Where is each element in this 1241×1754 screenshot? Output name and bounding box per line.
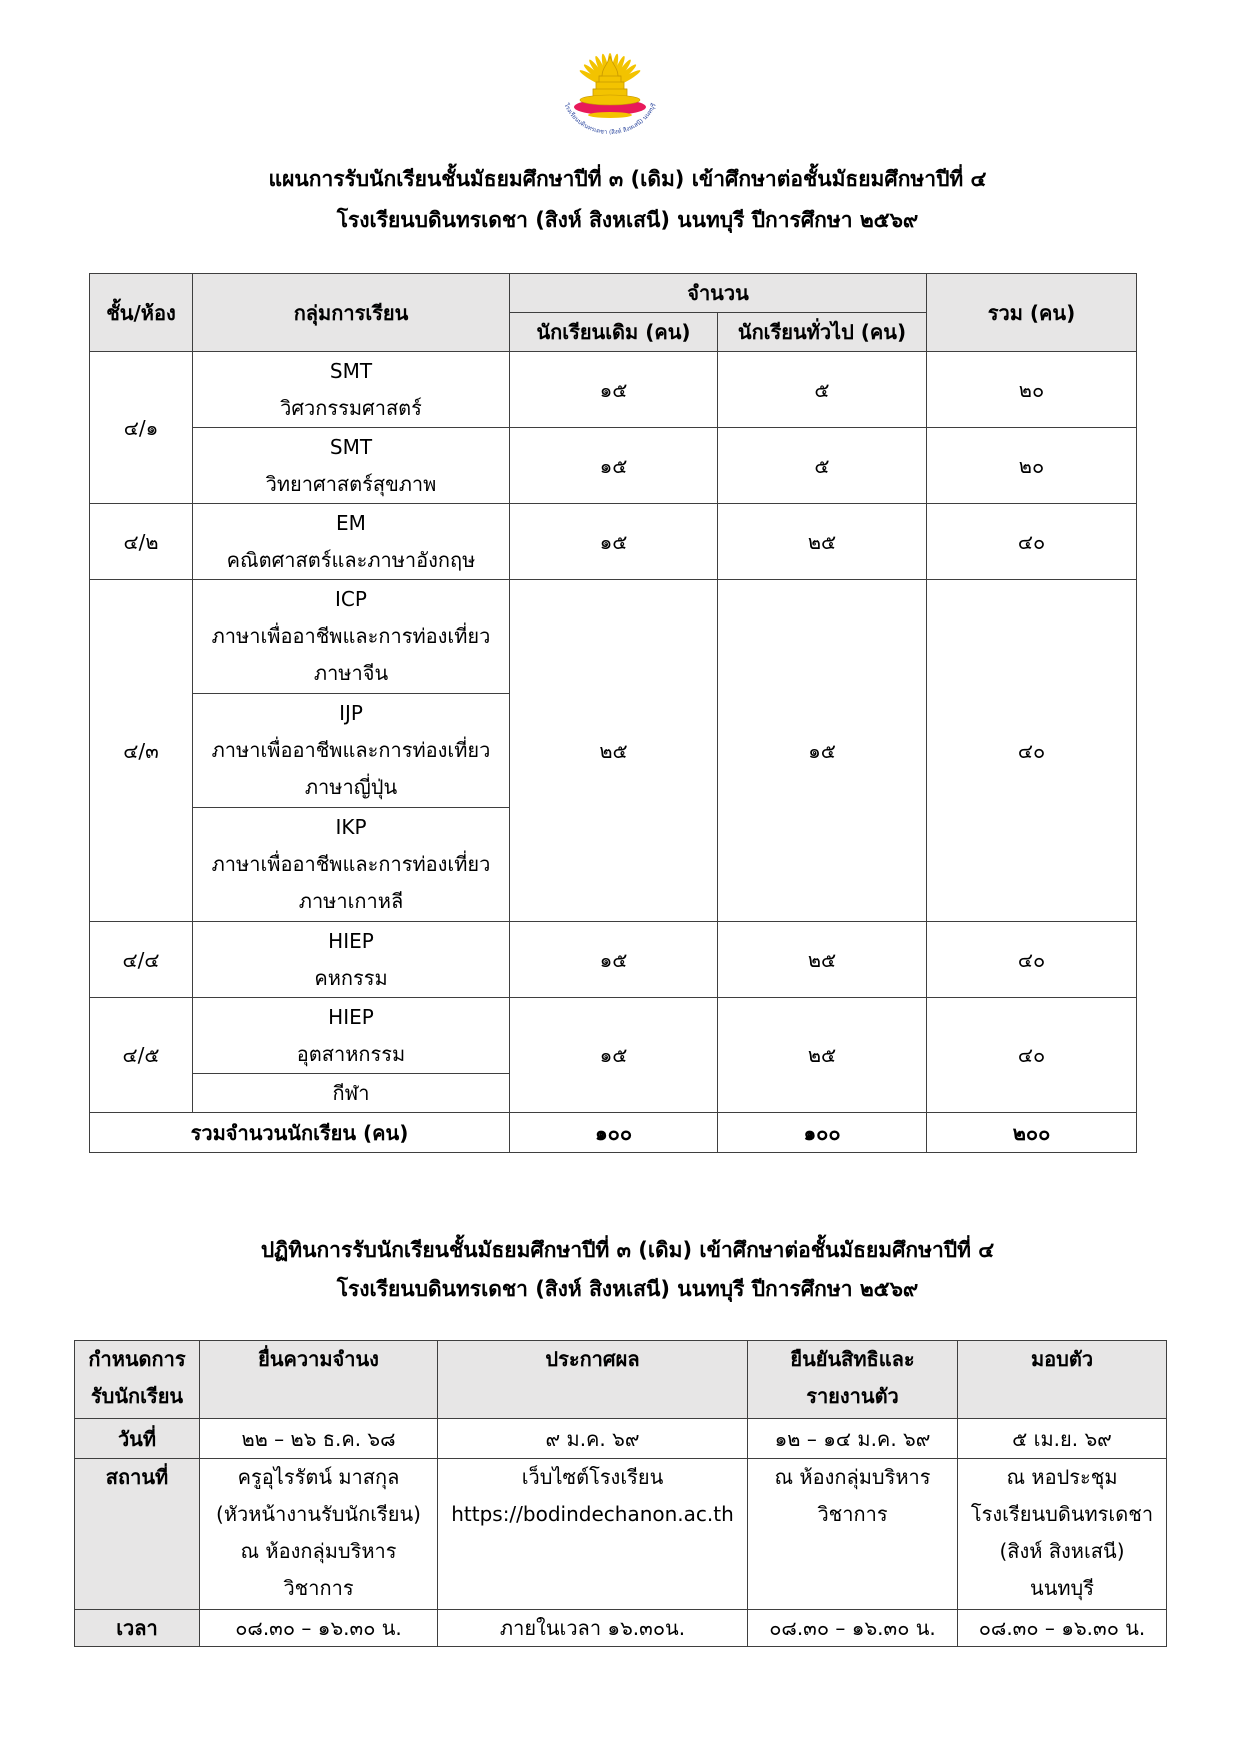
announce-place-cell [438, 1459, 748, 1610]
room-cell: ๔/๒ [90, 504, 193, 580]
table-row [90, 428, 1137, 504]
group-cell [193, 504, 510, 580]
group-cell: กีฬา [193, 1074, 510, 1113]
col-header-enroll [958, 1341, 1167, 1419]
col-header-room: ชั้น/ห้อง [90, 274, 193, 352]
group-name: ภาษาจีน [313, 661, 389, 685]
col-header-announce-label: ประกาศผล [545, 1347, 640, 1371]
col-header-count: จำนวน [510, 274, 927, 313]
logo-ring-text-path: โรงเรียนบดินทรเดชา (สิงห์ สิงหเสนี) นนทบุรี [562, 102, 658, 136]
col-header-schedule [75, 1341, 200, 1419]
general-students-cell: ๒๕ [718, 922, 927, 998]
calendar-title-line-1: ปฏิทินการรับนักเรียนชั้นมัธยมศึกษาปีที่ ๓ (เดิม) เข้าศึกษาต่อชั้นมัธยมศึกษาปีที่ ๔ [260, 1238, 995, 1262]
table-row [90, 352, 1137, 428]
group-code: IJP [339, 701, 363, 725]
row-label-place-text: สถานที่ [105, 1465, 169, 1489]
total-cell: ๔๐ [927, 922, 1137, 998]
place-line: วิชาการ [283, 1576, 354, 1600]
room-cell: ๔/๑ [90, 352, 193, 504]
enroll-time-cell: ๐๘.๓๐ – ๑๖.๓๐ น. [958, 1610, 1167, 1647]
confirm-place-cell [748, 1459, 958, 1610]
place-line: (สิงห์ สิงหเสนี) [999, 1539, 1125, 1563]
group-code: IKP [335, 815, 367, 839]
table-header-row [90, 274, 1137, 313]
place-line: ณ ห้องกลุ่มบริหาร [240, 1539, 397, 1563]
general-students-cell: ๕ [718, 352, 927, 428]
group-name: ภาษาเพื่ออาชีพและการท่องเที่ยว [211, 624, 491, 648]
place-line: เว็บไซต์โรงเรียน [521, 1465, 664, 1489]
summary-row [90, 1113, 1137, 1153]
total-cell: ๔๐ [927, 580, 1137, 922]
old-students-cell: ๑๕ [510, 428, 718, 504]
group-name: คณิตศาสตร์และภาษาอังกฤษ [226, 547, 476, 572]
col-header-confirm-line: ยืนยันสิทธิและ [790, 1347, 915, 1371]
summary-general-students: ๑๐๐ [718, 1113, 927, 1153]
row-label-date: วันที่ [75, 1419, 200, 1459]
old-students-cell: ๑๕ [510, 504, 718, 580]
group-name: วิศวกรรมศาสตร์ [280, 395, 422, 420]
plan-title-line-1: แผนการรับนักเรียนชั้นมัธยมศึกษาปีที่ ๓ (เดิม) เข้าศึกษาต่อชั้นมัธยมศึกษาปีที่ ๔ [268, 167, 987, 191]
col-header-confirm [748, 1341, 958, 1419]
total-cell: ๔๐ [927, 998, 1137, 1113]
group-cell [193, 922, 510, 998]
group-cell [193, 998, 510, 1074]
admission-calendar-table [74, 1340, 1167, 1647]
enroll-place-cell [958, 1459, 1167, 1610]
col-header-apply [200, 1341, 438, 1419]
plan-title-line-2: โรงเรียนบดินทรเดชา (สิงห์ สิงหเสนี) นนทบุรี ปีการศึกษา ๒๕๖๙ [336, 208, 919, 232]
group-code: HIEP [328, 928, 374, 953]
place-line: ณ ห้องกลุ่มบริหาร [774, 1465, 931, 1489]
place-line: นนทบุรี [1030, 1576, 1094, 1600]
summary-old-students: ๑๐๐ [510, 1113, 718, 1153]
col-header-confirm-line: รายงานตัว [806, 1384, 899, 1408]
general-students-cell: ๑๕ [718, 580, 927, 922]
group-name: อุตสาหกรรม [296, 1041, 406, 1066]
place-line: โรงเรียนบดินทรเดชา [970, 1502, 1154, 1526]
group-name: ภาษาเกาหลี [298, 889, 404, 913]
group-code: SMT [329, 358, 373, 383]
group-cell [193, 580, 510, 694]
col-header-general-students: นักเรียนทั่วไป (คน) [718, 313, 927, 352]
table-row [75, 1459, 1167, 1610]
summary-total: ๒๐๐ [927, 1113, 1137, 1153]
confirm-date-cell: ๑๒ – ๑๔ ม.ค. ๖๙ [748, 1419, 958, 1459]
total-cell: ๒๐ [927, 428, 1137, 504]
group-name: ภาษาญี่ปุ่น [304, 775, 398, 799]
table-row [90, 922, 1137, 998]
table-row [90, 580, 1137, 694]
old-students-cell: ๑๕ [510, 998, 718, 1113]
group-code: HIEP [328, 1004, 374, 1029]
group-name: วิทยาศาสตร์สุขภาพ [265, 471, 437, 496]
group-cell [193, 808, 510, 922]
col-header-enroll-label: มอบตัว [1030, 1347, 1094, 1371]
col-header-old-students: นักเรียนเดิม (คน) [510, 313, 718, 352]
group-cell [193, 694, 510, 808]
general-students-cell: ๒๕ [718, 998, 927, 1113]
emblem-gold-foot [588, 112, 632, 118]
group-name: คหกรรม [314, 965, 388, 990]
room-cell: ๔/๓ [90, 580, 193, 922]
table-row [75, 1610, 1167, 1647]
col-header-total: รวม (คน) [927, 274, 1137, 352]
confirm-time-cell: ๐๘.๓๐ – ๑๖.๓๐ น. [748, 1610, 958, 1647]
place-line: ณ หอประชุม [1006, 1465, 1118, 1489]
col-header-schedule-line: รับนักเรียน [90, 1384, 184, 1408]
general-students-cell: ๒๕ [718, 504, 927, 580]
col-header-group: กลุ่มการเรียน [193, 274, 510, 352]
old-students-cell: ๑๕ [510, 352, 718, 428]
school-emblem [555, 52, 665, 136]
row-label-time: เวลา [75, 1610, 200, 1647]
room-cell: ๔/๔ [90, 922, 193, 998]
table-header-row [75, 1341, 1167, 1419]
admission-plan-table [89, 273, 1137, 1153]
row-label-place [75, 1459, 200, 1610]
total-cell: ๒๐ [927, 352, 1137, 428]
col-header-schedule-line: กำหนดการ [88, 1347, 186, 1371]
apply-time-cell: ๐๘.๓๐ – ๑๖.๓๐ น. [200, 1610, 438, 1647]
apply-date-cell: ๒๒ – ๒๖ ธ.ค. ๖๘ [200, 1419, 438, 1459]
table-row [90, 998, 1137, 1074]
col-header-apply-label: ยื่นความจำนง [258, 1347, 379, 1371]
group-code: ICP [335, 587, 367, 611]
place-line: วิชาการ [817, 1502, 888, 1526]
enroll-date-cell: ๕ เม.ย. ๖๙ [958, 1419, 1167, 1459]
group-name: ภาษาเพื่ออาชีพและการท่องเที่ยว [211, 852, 491, 876]
group-cell [193, 352, 510, 428]
group-cell [193, 428, 510, 504]
table-row [75, 1419, 1167, 1459]
room-cell: ๔/๕ [90, 998, 193, 1113]
emblem-gold-band [580, 95, 640, 105]
general-students-cell: ๕ [718, 428, 927, 504]
announce-time-cell: ภายในเวลา ๑๖.๓๐น. [438, 1610, 748, 1647]
calendar-title-line-2: โรงเรียนบดินทรเดชา (สิงห์ สิงหเสนี) นนทบุรี ปีการศึกษา ๒๕๖๙ [336, 1277, 919, 1301]
old-students-cell: ๑๕ [510, 922, 718, 998]
summary-label: รวมจำนวนนักเรียน (คน) [90, 1113, 510, 1153]
col-header-announce [438, 1341, 748, 1419]
group-name: ภาษาเพื่ออาชีพและการท่องเที่ยว [211, 738, 491, 762]
group-code: EM [336, 510, 366, 535]
group-code: SMT [329, 434, 373, 459]
table-row [90, 504, 1137, 580]
total-cell: ๔๐ [927, 504, 1137, 580]
apply-place-cell [200, 1459, 438, 1610]
place-line: (หัวหน้างานรับนักเรียน) [216, 1502, 421, 1526]
school-website-link: https://bodindechanon.ac.th [451, 1502, 734, 1526]
old-students-cell: ๒๕ [510, 580, 718, 922]
announce-date-cell: ๙ ม.ค. ๖๙ [438, 1419, 748, 1459]
place-line: ครูอุไรรัตน์ มาสกุล [237, 1465, 400, 1489]
